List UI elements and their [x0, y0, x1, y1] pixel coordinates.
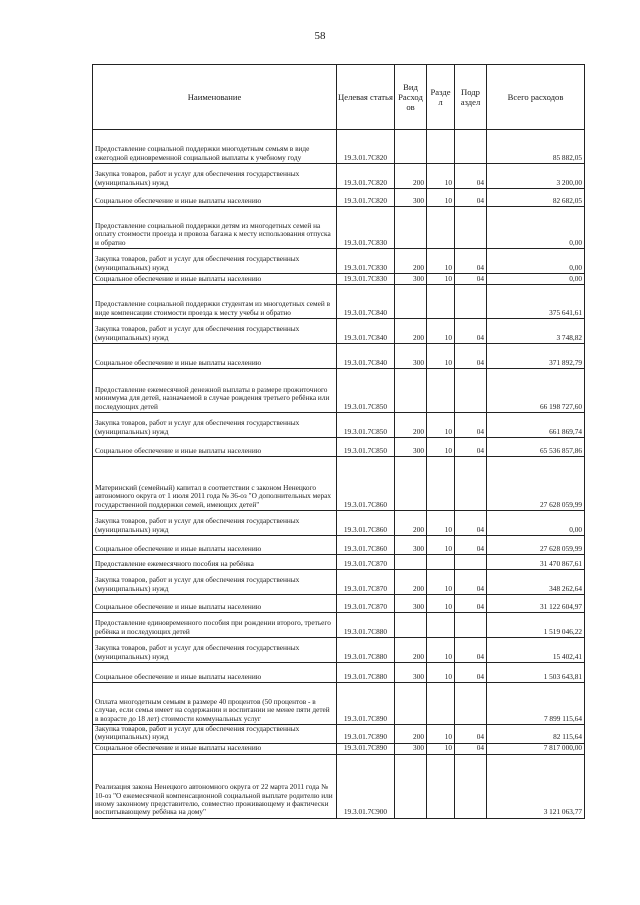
- row-kind: 300: [395, 663, 427, 683]
- row-kind: 200: [395, 413, 427, 438]
- row-name: Закупка товаров, работ и услуг для обеспечения государственных (муниципальных) нужд: [93, 249, 337, 274]
- table-row: [93, 249, 585, 274]
- row-kind: 300: [395, 274, 427, 285]
- row-kind: 200: [395, 638, 427, 663]
- row-name: Закупка товаров, работ и услуг для обеспечения государственных (муниципальных) нужд: [93, 319, 337, 344]
- row-name: Предоставление социальной поддержки студентам из многодетных семей в виде компенсации стоимости проезда к месту учебы и обратно: [93, 285, 337, 319]
- header-subsection: Подр аздел: [455, 65, 487, 130]
- row-subsection: 04: [455, 595, 487, 613]
- row-article: 19.3.01.7С890: [337, 743, 395, 754]
- row-article: 19.3.01.7С820: [337, 189, 395, 207]
- table-row: [93, 274, 585, 285]
- budget-table: [92, 64, 585, 819]
- row-name: Закупка товаров, работ и услуг для обеспечения государственных (муниципальных) нужд: [93, 511, 337, 536]
- row-name: Социальное обеспечение и иные выплаты населению: [93, 536, 337, 555]
- row-section: 10: [427, 164, 455, 189]
- row-section: 10: [427, 725, 455, 744]
- row-article: 19.3.01.7С880: [337, 663, 395, 683]
- row-name: Предоставление социальной поддержки многодетным семьям в виде ежегодной единовременной социальной выплаты к учебному году: [93, 130, 337, 164]
- row-total: 371 892,79: [487, 344, 585, 369]
- row-name: Реализация закона Ненецкого автономного округа от 22 марта 2011 года № 10-оз "О ежемесячной компенсационной социальной выплате родителю или иному законному представителю, совместно проживающему и фактически воспитывающему ребёнка на дому": [93, 754, 337, 818]
- row-total: 66 198 727,60: [487, 369, 585, 413]
- row-total: 65 536 857,86: [487, 438, 585, 457]
- row-article: 19.3.01.7С880: [337, 638, 395, 663]
- row-name: Материнский (семейный) капитал в соответствии с законом Ненецкого автономного округа от 1 июля 2011 года № 36-оз "О дополнительных мерах государственной поддержки семей, имеющих детей": [93, 457, 337, 511]
- row-kind: [395, 683, 427, 725]
- row-kind: [395, 613, 427, 638]
- row-total: 7 817 000,00: [487, 743, 585, 754]
- row-total: 3 121 063,77: [487, 754, 585, 818]
- row-total: 7 899 115,64: [487, 683, 585, 725]
- row-total: 0,00: [487, 207, 585, 249]
- table-body: [93, 130, 585, 819]
- row-subsection: 04: [455, 725, 487, 744]
- row-total: 0,00: [487, 274, 585, 285]
- row-name: Предоставление единовременного пособия при рождении второго, третьего ребёнка и последующих детей: [93, 613, 337, 638]
- row-total: 82 682,05: [487, 189, 585, 207]
- row-section: 10: [427, 189, 455, 207]
- row-kind: 200: [395, 570, 427, 595]
- row-article: 19.3.01.7С870: [337, 555, 395, 570]
- row-total: 3 200,00: [487, 164, 585, 189]
- row-article: 19.3.01.7С860: [337, 536, 395, 555]
- row-section: [427, 613, 455, 638]
- header-article: Целевая статья: [337, 65, 395, 130]
- header-name: Наименование: [93, 65, 337, 130]
- row-name: Предоставление социальной поддержки детям из многодетных семей на оплату стоимости проезда и провоза багажа к месту использования отпуска и обратно: [93, 207, 337, 249]
- row-section: 10: [427, 536, 455, 555]
- row-subsection: 04: [455, 536, 487, 555]
- row-kind: 300: [395, 536, 427, 555]
- row-kind: 200: [395, 725, 427, 744]
- row-total: 82 115,64: [487, 725, 585, 744]
- row-total: 0,00: [487, 511, 585, 536]
- row-subsection: [455, 285, 487, 319]
- row-section: 10: [427, 663, 455, 683]
- table-row: [93, 683, 585, 725]
- row-article: 19.3.01.7С820: [337, 164, 395, 189]
- row-subsection: [455, 457, 487, 511]
- table-row: [93, 130, 585, 164]
- row-total: 348 262,64: [487, 570, 585, 595]
- table-row: [93, 319, 585, 344]
- header-section: Разде л: [427, 65, 455, 130]
- row-article: 19.3.01.7С830: [337, 207, 395, 249]
- row-kind: 300: [395, 438, 427, 457]
- table-row: [93, 613, 585, 638]
- row-article: 19.3.01.7С830: [337, 249, 395, 274]
- row-article: 19.3.01.7С870: [337, 595, 395, 613]
- table-row: [93, 555, 585, 570]
- table-row: [93, 164, 585, 189]
- table-row: [93, 369, 585, 413]
- row-section: 10: [427, 274, 455, 285]
- row-subsection: 04: [455, 438, 487, 457]
- row-total: 27 628 059,99: [487, 457, 585, 511]
- row-article: 19.3.01.7С840: [337, 344, 395, 369]
- row-kind: 300: [395, 189, 427, 207]
- row-article: 19.3.01.7С900: [337, 754, 395, 818]
- table-row: [93, 754, 585, 818]
- row-subsection: 04: [455, 743, 487, 754]
- row-total: 1 519 046,22: [487, 613, 585, 638]
- row-total: 27 628 059,99: [487, 536, 585, 555]
- row-article: 19.3.01.7С830: [337, 274, 395, 285]
- row-article: 19.3.01.7С880: [337, 613, 395, 638]
- row-name: Закупка товаров, работ и услуг для обеспечения государственных (муниципальных) нужд: [93, 413, 337, 438]
- row-name: Социальное обеспечение и иные выплаты населению: [93, 595, 337, 613]
- table-row: [93, 207, 585, 249]
- row-article: 19.3.01.7С860: [337, 511, 395, 536]
- table-row: [93, 511, 585, 536]
- row-section: 10: [427, 511, 455, 536]
- table-row: [93, 413, 585, 438]
- row-section: 10: [427, 319, 455, 344]
- row-subsection: 04: [455, 189, 487, 207]
- row-section: 10: [427, 570, 455, 595]
- row-kind: 300: [395, 595, 427, 613]
- row-kind: 200: [395, 164, 427, 189]
- row-article: 19.3.01.7С820: [337, 130, 395, 164]
- row-subsection: 04: [455, 663, 487, 683]
- row-section: [427, 130, 455, 164]
- row-total: 31 122 604,97: [487, 595, 585, 613]
- row-kind: 200: [395, 511, 427, 536]
- row-section: [427, 754, 455, 818]
- row-subsection: 04: [455, 638, 487, 663]
- row-name: Социальное обеспечение и иные выплаты населению: [93, 344, 337, 369]
- row-article: 19.3.01.7С840: [337, 285, 395, 319]
- row-kind: 300: [395, 743, 427, 754]
- row-kind: [395, 285, 427, 319]
- row-total: 31 470 867,61: [487, 555, 585, 570]
- row-subsection: [455, 754, 487, 818]
- row-article: 19.3.01.7С860: [337, 457, 395, 511]
- row-section: 10: [427, 249, 455, 274]
- row-subsection: [455, 207, 487, 249]
- row-name: Закупка товаров, работ и услуг для обеспечения государственных (муниципальных) нужд: [93, 164, 337, 189]
- row-kind: [395, 130, 427, 164]
- row-section: [427, 683, 455, 725]
- row-section: 10: [427, 438, 455, 457]
- table-row: [93, 189, 585, 207]
- row-total: 3 748,82: [487, 319, 585, 344]
- row-kind: 200: [395, 249, 427, 274]
- table-row: [93, 663, 585, 683]
- row-subsection: 04: [455, 249, 487, 274]
- row-kind: [395, 754, 427, 818]
- row-name: Закупка товаров, работ и услуг для обеспечения государственных (муниципальных) нужд: [93, 725, 337, 744]
- row-subsection: 04: [455, 511, 487, 536]
- row-subsection: 04: [455, 344, 487, 369]
- row-name: Закупка товаров, работ и услуг для обеспечения государственных (муниципальных) нужд: [93, 638, 337, 663]
- row-name: Предоставление ежемесячной денежной выплаты в размере прожиточного минимума для детей, назначаемой в случае рождения третьего ребёнка или последующих детей: [93, 369, 337, 413]
- table-row: [93, 457, 585, 511]
- row-subsection: [455, 369, 487, 413]
- row-name: Социальное обеспечение и иные выплаты населению: [93, 189, 337, 207]
- table-row: [93, 725, 585, 744]
- row-name: Предоставление ежемесячного пособия на ребёнка: [93, 555, 337, 570]
- row-article: 19.3.01.7С870: [337, 570, 395, 595]
- row-section: 10: [427, 595, 455, 613]
- row-subsection: [455, 130, 487, 164]
- header-kind: Вид Расход ов: [395, 65, 427, 130]
- row-section: [427, 207, 455, 249]
- row-name: Социальное обеспечение и иные выплаты населению: [93, 274, 337, 285]
- row-subsection: 04: [455, 164, 487, 189]
- row-subsection: 04: [455, 570, 487, 595]
- row-section: 10: [427, 344, 455, 369]
- table-row: [93, 285, 585, 319]
- table-row: [93, 536, 585, 555]
- row-name: Закупка товаров, работ и услуг для обеспечения государственных (муниципальных) нужд: [93, 570, 337, 595]
- table-row: [93, 595, 585, 613]
- row-section: 10: [427, 638, 455, 663]
- row-article: 19.3.01.7С890: [337, 683, 395, 725]
- row-subsection: [455, 683, 487, 725]
- row-total: 661 869,74: [487, 413, 585, 438]
- header-total: Всего расходов: [487, 65, 585, 130]
- row-article: 19.3.01.7С850: [337, 438, 395, 457]
- row-name: Социальное обеспечение и иные выплаты населению: [93, 663, 337, 683]
- row-article: 19.3.01.7С890: [337, 725, 395, 744]
- row-total: 85 882,05: [487, 130, 585, 164]
- row-section: 10: [427, 743, 455, 754]
- table-row: [93, 743, 585, 754]
- row-kind: [395, 369, 427, 413]
- page-number: 58: [314, 30, 326, 42]
- row-kind: 200: [395, 319, 427, 344]
- row-section: 10: [427, 413, 455, 438]
- row-article: 19.3.01.7С850: [337, 369, 395, 413]
- row-subsection: 04: [455, 274, 487, 285]
- row-subsection: [455, 613, 487, 638]
- row-name: Социальное обеспечение и иные выплаты населению: [93, 438, 337, 457]
- row-kind: [395, 555, 427, 570]
- row-section: [427, 457, 455, 511]
- row-section: [427, 285, 455, 319]
- row-kind: [395, 207, 427, 249]
- row-kind: [395, 457, 427, 511]
- row-subsection: 04: [455, 319, 487, 344]
- row-article: 19.3.01.7С850: [337, 413, 395, 438]
- table-header: [93, 65, 585, 130]
- table-row: [93, 570, 585, 595]
- row-total: 0,00: [487, 249, 585, 274]
- row-article: 19.3.01.7С840: [337, 319, 395, 344]
- table-row: [93, 438, 585, 457]
- row-section: [427, 369, 455, 413]
- table-row: [93, 638, 585, 663]
- row-name: Оплата многодетным семьям в размере 40 процентов (50 процентов - в случае, если семья имеет на содержании и воспитании не менее пяти детей в возрасте до 18 лет) стоимости коммунальных услуг: [93, 683, 337, 725]
- table-row: [93, 344, 585, 369]
- row-total: 1 503 643,81: [487, 663, 585, 683]
- row-total: 375 641,61: [487, 285, 585, 319]
- row-subsection: 04: [455, 413, 487, 438]
- row-subsection: [455, 555, 487, 570]
- row-name: Социальное обеспечение и иные выплаты населению: [93, 743, 337, 754]
- row-section: [427, 555, 455, 570]
- row-total: 15 402,41: [487, 638, 585, 663]
- row-kind: 300: [395, 344, 427, 369]
